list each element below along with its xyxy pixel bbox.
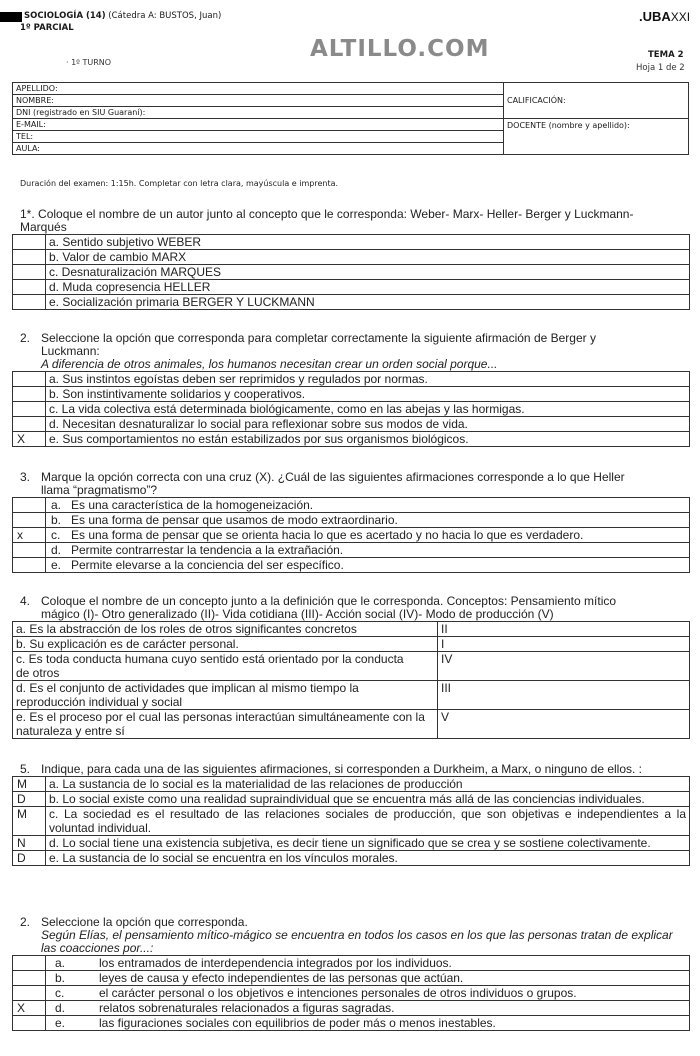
answer-mark[interactable] [13, 1016, 46, 1031]
question-4 [0, 595, 690, 739]
table-row [13, 372, 690, 387]
table-row [13, 543, 690, 558]
answer-text: Permite contrarrestar la tendencia a la extrañación. [68, 543, 690, 558]
answer-table [12, 234, 690, 310]
table-row [13, 1001, 690, 1016]
answer-text: Es una característica de la homogeneización. [68, 498, 690, 513]
table-row [13, 710, 690, 739]
answer-mark[interactable] [13, 402, 46, 417]
answer-text: Es una forma de pensar que se orienta hacia lo que es acertado y no hacia lo que es verdadero. [68, 528, 690, 543]
answer-text: leyes de causa y efecto independientes de las personas que actúan. [96, 971, 690, 986]
answer-text: b. Valor de cambio MARX [46, 250, 690, 265]
table-row [13, 792, 690, 807]
option-letter: c. [46, 986, 97, 1001]
answer-text: c. La sociedad es el resultado de las relaciones sociales de producción, que son objetivas e independientes a la voluntad individual. [46, 807, 690, 836]
table-row [13, 622, 690, 637]
answer-table [12, 497, 690, 573]
question-5 [0, 763, 690, 866]
option-letter: d. [46, 1001, 97, 1016]
answer-text: d. Necesitan desnaturalizar lo social para reflexionar sobre sus modos de vida. [46, 417, 690, 432]
table-row [13, 498, 690, 513]
table-row [13, 971, 690, 986]
answer-mark[interactable] [13, 417, 46, 432]
table-row [13, 956, 690, 971]
question-prompt-cont: mágico (I)- Otro generalizado (II)- Vida cotidiana (III)- Acción social (IV)- Modo de producción (V) [41, 607, 554, 621]
answer-mark[interactable] [13, 971, 46, 986]
answer-text: c. La vida colectiva está determinada biológicamente, como en las abejas y las hormigas. [46, 402, 690, 417]
calificacion-field: CALIFICACIÓN: [504, 83, 689, 119]
answer-table [12, 955, 690, 1031]
field-aula[interactable]: AULA: [13, 143, 504, 155]
question-prompt: Indique, para cada una de las siguientes afirmaciones, si corresponden a Durkheim, a Marx, o ninguno de ellos. : [41, 762, 643, 776]
answer-text: Es una forma de pensar que usamos de modo extraordinario. [68, 513, 690, 528]
question-number: 3. [20, 470, 31, 484]
answer-text: las figuraciones sociales con equilibrios de poder más o menos inestables. [96, 1016, 690, 1031]
answer-text: Permite elevarse a la conciencia del ser específico. [68, 558, 690, 573]
question-2 [0, 332, 690, 447]
definition-text: d. Es el conjunto de actividades que implican al mismo tiempo la reproducción individual y social [13, 681, 438, 710]
definition-text: e. Es el proceso por el cual las personas interactúan simultáneamente con la naturaleza y entre sí [13, 710, 438, 739]
table-row [13, 417, 690, 432]
table-row [13, 250, 690, 265]
question-number: 2. [20, 915, 31, 929]
answer-text: c. Desnaturalización MARQUES [46, 265, 690, 280]
answer-mark[interactable] [13, 235, 46, 250]
question-prompt: Seleccione la opción que corresponda para completar correctamente la siguiente afirmación de Berger y [41, 331, 596, 345]
question-prompt-cont: llama “pragmatismo”? [41, 483, 158, 497]
option-letter: a. [46, 498, 69, 513]
answer-text: el carácter personal o los objetivos e intenciones personales de otros individuos o grupos. [96, 986, 690, 1001]
question-1 [0, 208, 690, 310]
question-prompt-cont: Luckmann: [41, 344, 100, 358]
table-row [13, 851, 690, 866]
answer-text: a. Sus instintos egoístas deben ser reprimidos y regulados por normas. [46, 372, 690, 387]
course-title [24, 11, 221, 21]
question-prompt: Coloque el nombre de un autor junto al concepto que le corresponda: Weber- Marx- Heller- Berger y Luckmann- [38, 207, 634, 221]
uba-logo-suffix: XXI [670, 10, 691, 24]
option-letter: a. [46, 956, 97, 971]
answer-mark[interactable] [13, 265, 46, 280]
table-row [13, 986, 690, 1001]
option-letter: d. [46, 543, 69, 558]
table-row [13, 1016, 690, 1031]
concept-answer[interactable]: IV [438, 652, 690, 681]
field-email[interactable]: E-MAIL: [13, 119, 504, 131]
option-letter: b. [46, 513, 69, 528]
exam-instructions: Duración del examen: 1:15h. Completar con letra clara, mayúscula e imprenta. [20, 179, 339, 188]
page-indicator: Hoja 1 de 2 [636, 63, 685, 73]
field-dni[interactable]: DNI (registrado en SIU Guaraní): [13, 107, 504, 119]
answer-mark[interactable] [13, 295, 46, 310]
question-prompt: Seleccione la opción que corresponda. [41, 915, 248, 929]
uba-logo [639, 9, 690, 24]
answer-text: los entramados de interdependencia integrados por los individuos. [96, 956, 690, 971]
concept-answer[interactable]: II [438, 622, 690, 637]
answer-mark[interactable]: X [13, 432, 46, 447]
answer-mark[interactable] [13, 543, 46, 558]
answer-mark[interactable] [13, 986, 46, 1001]
concept-answer[interactable]: III [438, 681, 690, 710]
answer-mark[interactable]: M [13, 807, 46, 836]
answer-mark[interactable] [13, 372, 46, 387]
question-number: 1*. [20, 207, 35, 221]
answer-text: e. Sus comportamientos no están estabilizados por sus organismos biológicos. [46, 432, 690, 447]
answer-text: relatos sobrenaturales relacionados a figuras sagradas. [96, 1001, 690, 1016]
question-statement: Según Elías, el pensamiento mítico-mágico se encuentra en todos los casos en los que las personas tratan de explicar las coacciones por...: [41, 928, 673, 955]
definition-text: b. Su explicación es de carácter personal. [13, 637, 438, 652]
question-prompt: Coloque el nombre de un concepto junto a la definición que le corresponda. Conceptos: Pensamiento mítico [41, 594, 617, 608]
question-number: 4. [20, 594, 31, 608]
table-row [13, 637, 690, 652]
question-number: 2. [20, 331, 31, 345]
docente-field[interactable]: DOCENTE (nombre y apellido): [504, 119, 689, 155]
question-statement: A diferencia de otros animales, los humanos necesitan crear un orden social porque... [41, 357, 498, 371]
uba-logo-main: .UBA [639, 9, 671, 24]
table-row [13, 777, 690, 792]
option-letter: b. [46, 971, 97, 986]
answer-text: a. La sustancia de lo social es la materialidad de las relaciones de producción [46, 777, 690, 792]
field-nombre[interactable]: NOMBRE: [13, 95, 504, 107]
question-3 [0, 471, 690, 573]
table-row [13, 280, 690, 295]
answer-mark[interactable]: D [13, 792, 46, 807]
turno-label: · 1º TURNO [66, 58, 112, 67]
answer-text: d. Muda copresencia HELLER [46, 280, 690, 295]
field-tel[interactable]: TEL: [13, 131, 504, 143]
answer-mark[interactable]: N [13, 836, 46, 851]
answer-mark[interactable]: X [13, 1001, 46, 1016]
exam-title: 1º PARCIAL [20, 23, 74, 33]
watermark: ALTILLO.COM [310, 36, 490, 62]
answer-table [12, 621, 690, 739]
table-row [13, 558, 690, 573]
answer-mark[interactable] [13, 498, 46, 513]
option-letter: e. [46, 558, 69, 573]
student-info-form [12, 82, 689, 155]
table-row [13, 387, 690, 402]
table-row [13, 681, 690, 710]
table-row [13, 235, 690, 250]
definition-text: c. Es toda conducta humana cuyo sentido está orientado por la conducta de otros [13, 652, 438, 681]
answer-mark[interactable] [13, 387, 46, 402]
answer-text: a. Sentido subjetivo WEBER [46, 235, 690, 250]
table-row [13, 402, 690, 417]
course-chair: (Cátedra A: BUSTOS, Juan) [108, 11, 222, 21]
option-letter: e. [46, 1016, 97, 1031]
table-row [13, 807, 690, 836]
table-row [13, 836, 690, 851]
question-prompt-cont: Marqués [20, 220, 67, 234]
question-6 [0, 916, 690, 1031]
table-row [13, 652, 690, 681]
tema-label: TEMA 2 [648, 50, 684, 60]
option-letter: c. [46, 528, 69, 543]
field-apellido[interactable]: APELLIDO: [13, 83, 504, 95]
answer-text: e. Socialización primaria BERGER Y LUCKMANN [46, 295, 690, 310]
concept-answer[interactable]: I [438, 637, 690, 652]
answer-mark[interactable] [13, 250, 46, 265]
answer-mark[interactable]: D [13, 851, 46, 866]
table-row [13, 513, 690, 528]
answer-mark[interactable]: x [13, 528, 46, 543]
table-row [13, 528, 690, 543]
table-row [13, 432, 690, 447]
question-number: 5. [20, 762, 31, 776]
answer-text: b. Lo social existe como una realidad supraindividual que se encuentra más allá de las conciencias individuales. [46, 792, 690, 807]
course-name: SOCIOLOGÍA (14) [24, 11, 106, 21]
answer-text: b. Son instintivamente solidarios y cooperativos. [46, 387, 690, 402]
concept-answer[interactable]: V [438, 710, 690, 739]
answer-mark[interactable] [13, 558, 46, 573]
question-prompt: Marque la opción correcta con una cruz (X). ¿Cuál de las siguientes afirmaciones corresponde a lo que Heller [41, 470, 625, 484]
answer-mark[interactable]: M [13, 777, 46, 792]
answer-mark[interactable] [13, 956, 46, 971]
answer-table [12, 371, 690, 447]
definition-text: a. Es la abstracción de los roles de otros significantes concretos [13, 622, 438, 637]
answer-table [12, 776, 690, 866]
table-row [13, 265, 690, 280]
answer-text: e. La sustancia de lo social se encuentra en los vínculos morales. [46, 851, 690, 866]
answer-mark[interactable] [13, 280, 46, 295]
answer-mark[interactable] [13, 513, 46, 528]
table-row [13, 295, 690, 310]
answer-text: d. Lo social tiene una existencia subjetiva, es decir tiene un significado que se crea y se sostiene colectivamente. [46, 836, 690, 851]
redaction-box [0, 12, 22, 22]
